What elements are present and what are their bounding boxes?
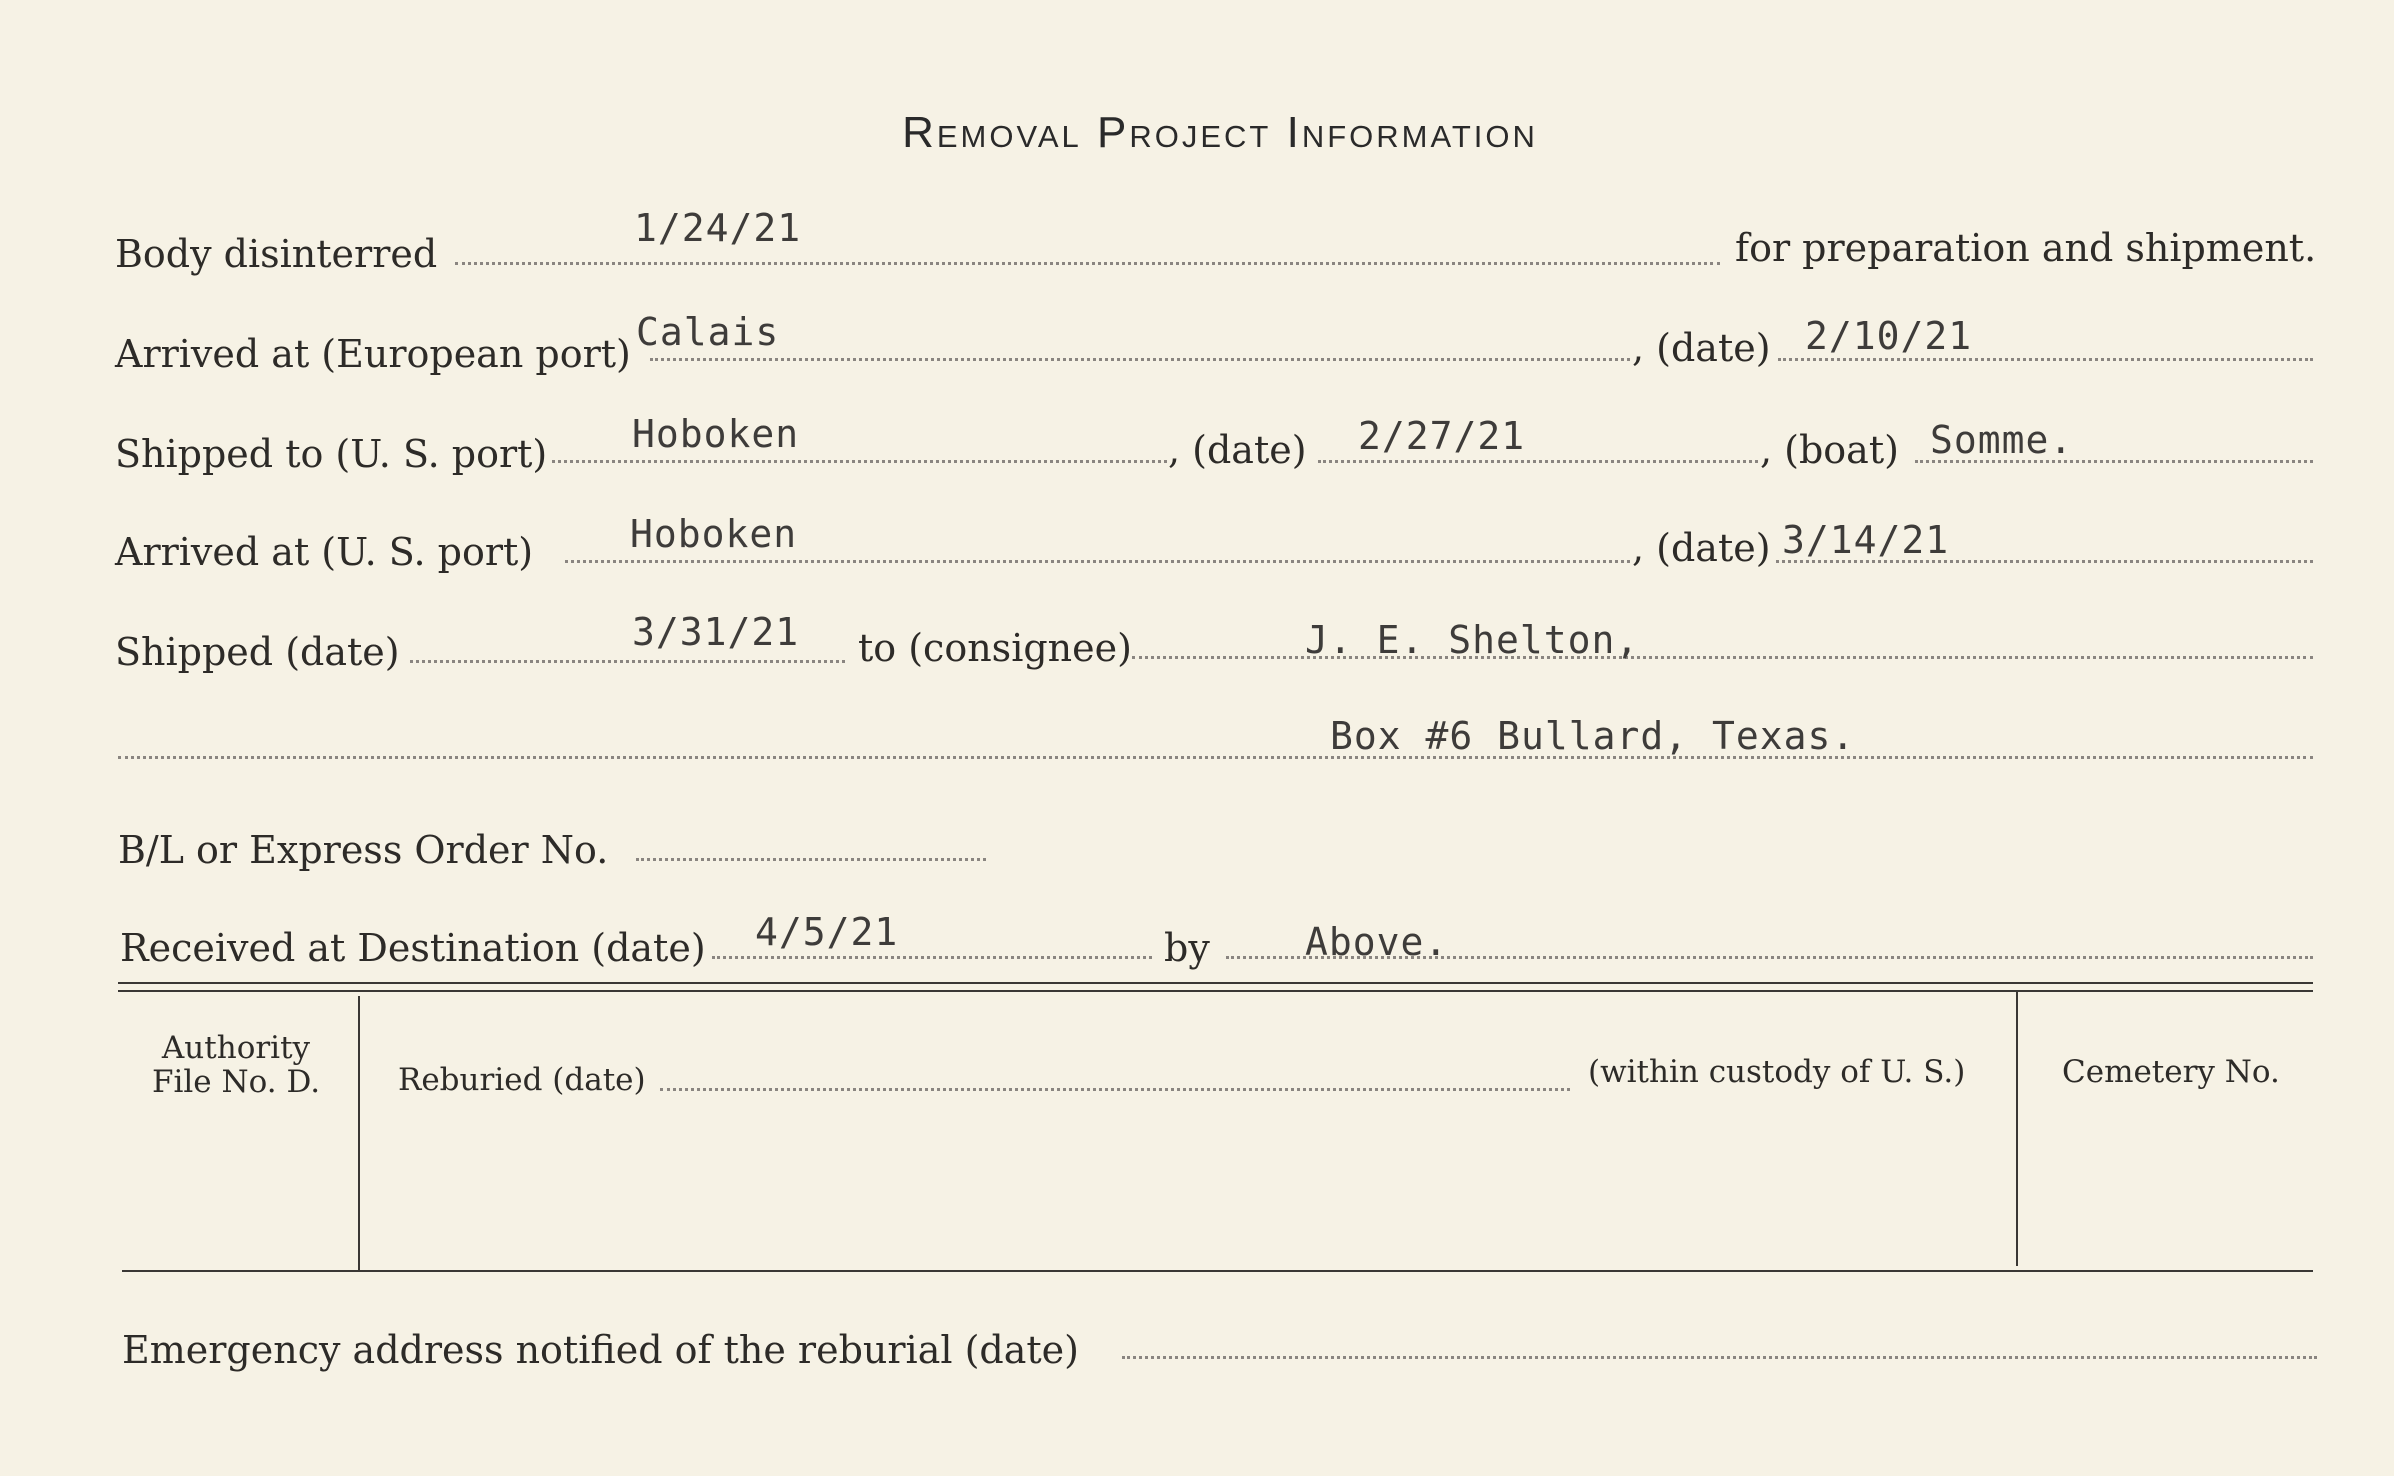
european-port-label: Arrived at (European port)	[115, 332, 631, 376]
shipped-date-line	[1318, 460, 1758, 463]
bl-order-label: B/L or Express Order No.	[118, 828, 609, 872]
received-destination-label: Received at Destination (date)	[120, 926, 706, 970]
shipped-date-label: , (date)	[1168, 428, 1307, 472]
us-port-shipped-value: Hoboken	[632, 412, 800, 456]
shipped-date-row-line	[410, 660, 845, 663]
arrival-date-value: 2/10/21	[1805, 314, 1973, 358]
emergency-address-line	[1122, 1356, 2317, 1359]
us-arrival-date-label: , (date)	[1632, 526, 1771, 570]
cemetery-no-label: Cemetery No.	[2062, 1054, 2280, 1090]
received-by-value: Above.	[1305, 920, 1449, 964]
arrival-date-label: , (date)	[1632, 326, 1771, 370]
body-disinterred-label: Body disinterred	[115, 232, 438, 276]
table-divider-left	[358, 996, 360, 1270]
received-date-line	[712, 956, 1152, 959]
boat-label: , (boat)	[1760, 428, 1899, 472]
table-top-rule-double	[118, 990, 2313, 992]
shipped-date-row-label: Shipped (date)	[115, 630, 400, 674]
consignee-value: J. E. Shelton,	[1305, 618, 1640, 662]
us-port-shipped-line	[552, 460, 1167, 463]
arrival-date-line	[1778, 358, 2313, 361]
table-bottom-rule	[122, 1270, 2313, 1272]
emergency-address-label: Emergency address notified of the reburial (date)	[122, 1328, 1079, 1372]
body-disinterred-line	[455, 262, 1720, 265]
consignee-address: Box #6 Bullard, Texas.	[1330, 714, 1856, 758]
us-port-arrived-line	[565, 560, 1630, 563]
us-port-arrived-value: Hoboken	[630, 512, 798, 556]
table-top-rule	[118, 982, 2313, 984]
bl-order-line	[636, 858, 986, 861]
custody-label: (within custody of U. S.)	[1588, 1054, 1966, 1090]
address-line	[118, 756, 2313, 759]
authority-label-1: Authority	[161, 1030, 311, 1066]
us-port-shipped-label: Shipped to (U. S. port)	[115, 432, 548, 476]
authority-label-2: File No. D.	[151, 1064, 321, 1100]
table-divider-right	[2016, 992, 2018, 1266]
preparation-suffix: for preparation and shipment.	[1735, 226, 2317, 270]
body-disinterred-value: 1/24/21	[634, 206, 802, 250]
us-port-arrived-label: Arrived at (U. S. port)	[115, 530, 534, 574]
received-by-label: by	[1164, 926, 1210, 970]
received-date-value: 4/5/21	[755, 910, 899, 954]
card-title: Removal Project Information	[902, 108, 1538, 157]
us-arrival-date-value: 3/14/21	[1782, 518, 1950, 562]
boat-value: Somme.	[1930, 418, 2074, 462]
reburied-label: Reburied (date)	[398, 1062, 646, 1098]
consignee-label: to (consignee)	[858, 626, 1132, 670]
reburied-line	[660, 1088, 1570, 1091]
european-port-line	[650, 358, 1630, 361]
shipped-date-value: 2/27/21	[1358, 414, 1526, 458]
european-port-value: Calais	[636, 310, 780, 354]
shipped-date-row-value: 3/31/21	[632, 610, 800, 654]
